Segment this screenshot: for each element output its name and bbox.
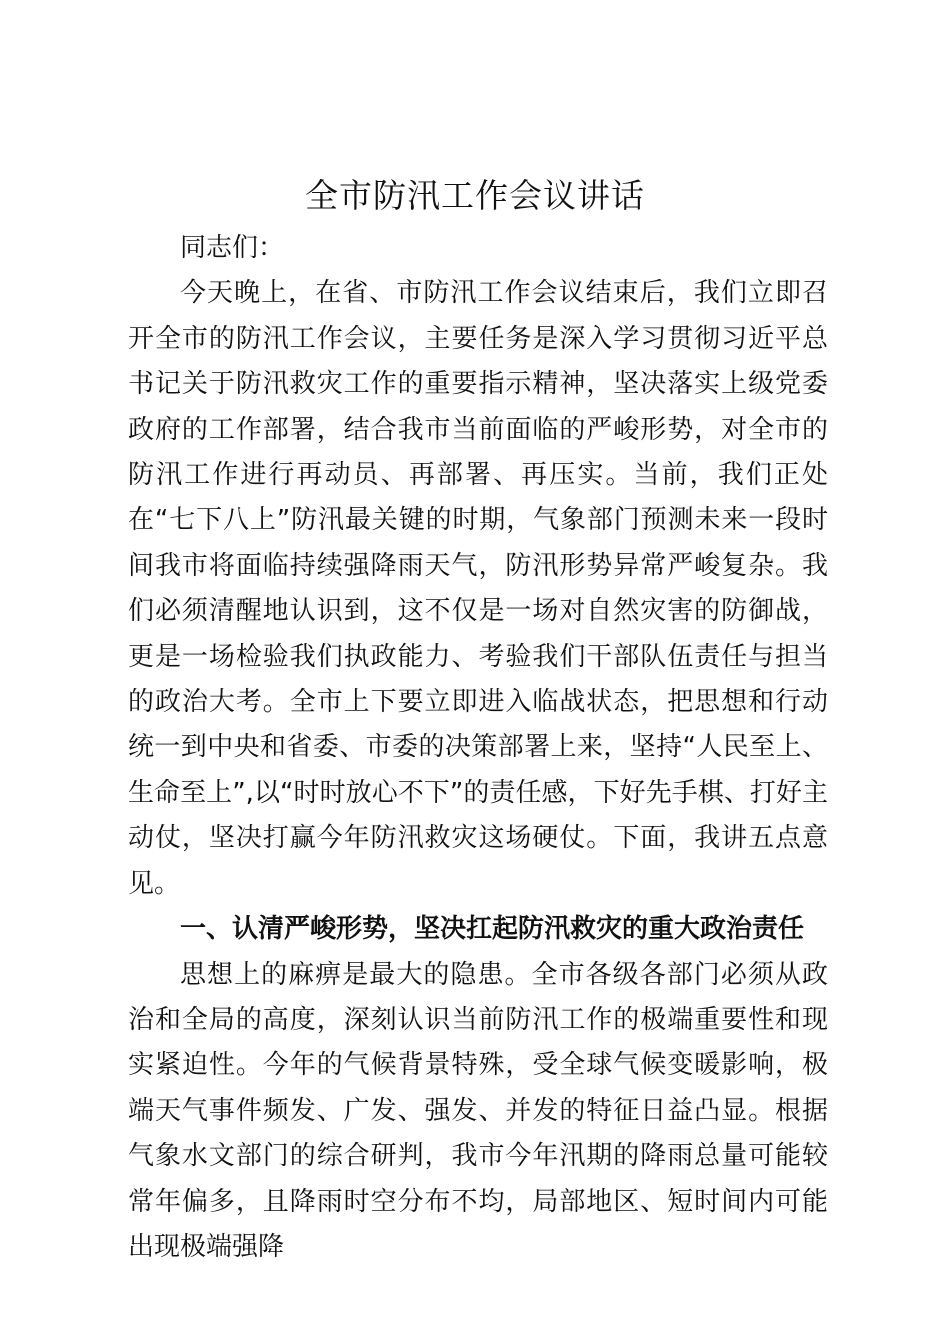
document-title: 全市防汛工作会议讲话 (305, 176, 645, 215)
body-paragraph: 今天晚上，在省、市防汛工作会议结束后，我们立即召开全市的防汛工作会议，主要任务是深入学习贯彻习近平总书记关于防汛救灾工作的重要指示精神，坚决落实上级党委政府的工作部署，结合我市当前面临的严峻形势，对全市的防汛工作进行再动员、再部署、再压实。当前，我们正处在“七下八上”防汛最关键的时期，气象部门预测未来一段时间我市将面临持续强降雨天气，防汛形势异常严峻复杂。我们必须清醒地认识到，这不仅是一场对自然灾害的防御战，更是一场检验我们执政能力、考验我们干部队伍责任与担当的政治大考。全市上下要立即进入临战状态，把思想和行动统一到中央和省委、市委的决策部署上来，坚持“人民至上、生命至上”,以“时时放心不下”的责任感，下好先手棋、打好主动仗，坚决打赢今年防汛救灾这场硬仗。下面，我讲五点意见。 (128, 278, 828, 899)
salutation: 同志们： (180, 233, 285, 263)
section-paragraph: 思想上的麻痹是最大的隐患。全市各级各部门必须从政治和全局的高度，深刻认识当前防汛工作的极端重要性和现实紧迫性。今年的气候背景特殊，受全球气候变暖影响，极端天气事件频发、广发、强发、并发的特征日益凸显。根据气象水文部门的综合研判，我市今年汛期的降雨总量可能较常年偏多，且降雨时空分布不均，局部地区、短时间内可能出现极端强降 (128, 959, 828, 1262)
section-heading: 一、认清严峻形势，坚决扛起防汛救灾的重大政治责任 (180, 914, 805, 945)
document-body (128, 226, 828, 1270)
